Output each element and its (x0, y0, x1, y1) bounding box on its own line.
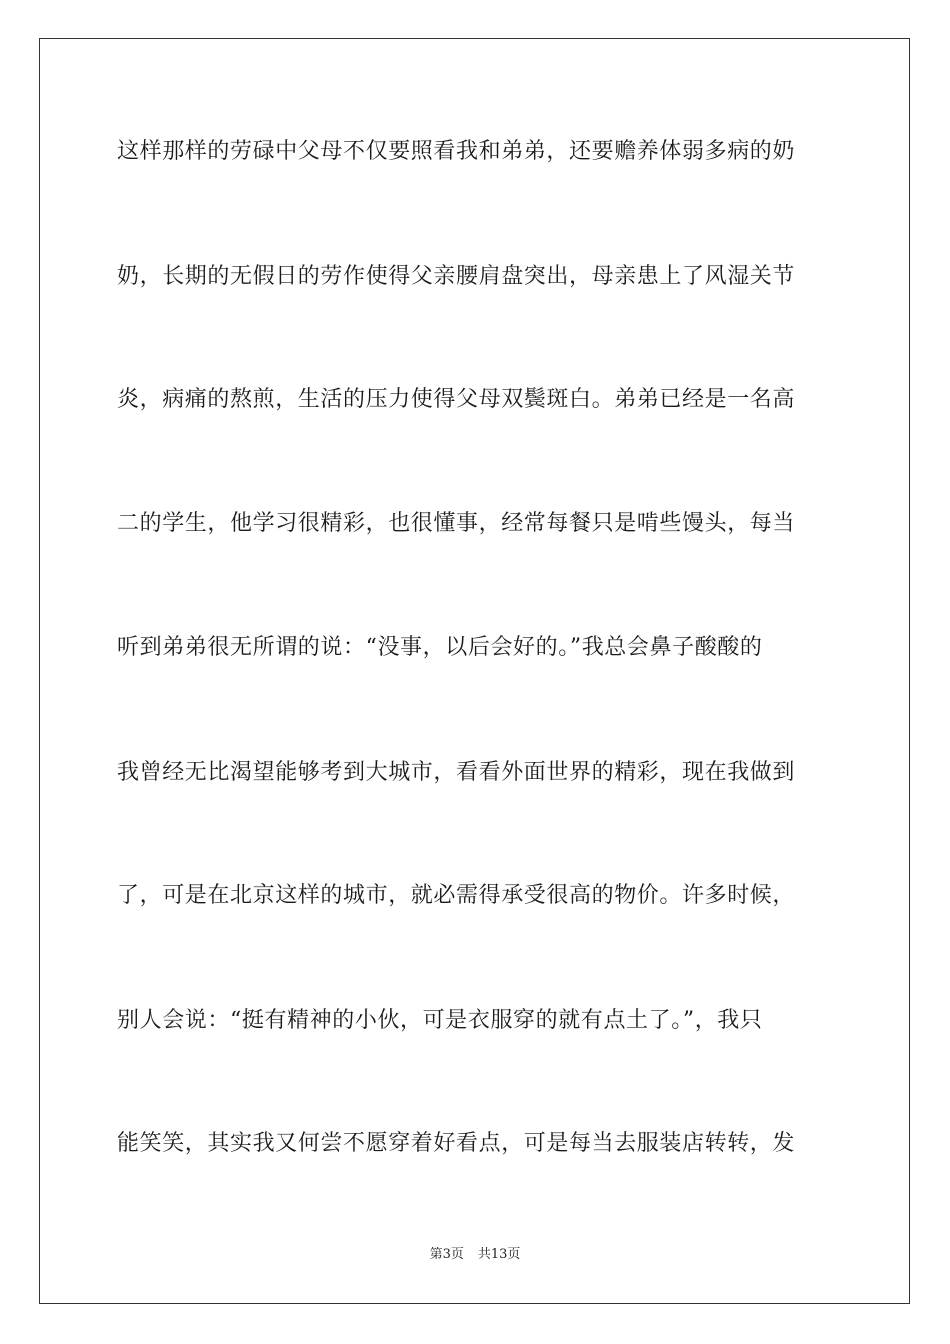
text-line-4: 二的学生，他学习很精彩，也很懂事，经常每餐只是啃些馒头，每当 (117, 511, 796, 536)
text-line-5: 听到弟弟很无所谓的说：“没事，以后会好的。”我总会鼻子酸酸的 (117, 635, 763, 660)
page-border (39, 38, 910, 1304)
text-line-6: 我曾经无比渴望能够考到大城市，看看外面世界的精彩，现在我做到 (117, 760, 796, 785)
page-footer (0, 1246, 950, 1264)
text-line-8: 别人会说：“挺有精神的小伙，可是衣服穿的就有点土了。”，我只 (117, 1008, 763, 1033)
text-line-1: 这样那样的劳碌中父母不仅要照看我和弟弟，还要赡养体弱多病的奶 (117, 139, 796, 164)
text-line-2: 奶，长期的无假日的劳作使得父亲腰肩盘突出，母亲患上了风湿关节 (117, 264, 796, 289)
page-total: 共13页 (477, 1247, 521, 1262)
page-number: 第3页 (429, 1247, 464, 1262)
text-line-7: 了，可是在北京这样的城市，就必需得承受很高的物价。许多时候， (117, 883, 796, 908)
text-line-3: 炎，病痛的熬煎，生活的压力使得父母双鬓斑白。弟弟已经是一名高 (117, 387, 796, 412)
text-line-9: 能笑笑，其实我又何尝不愿穿着好看点，可是每当去服装店转转，发 (117, 1131, 796, 1156)
